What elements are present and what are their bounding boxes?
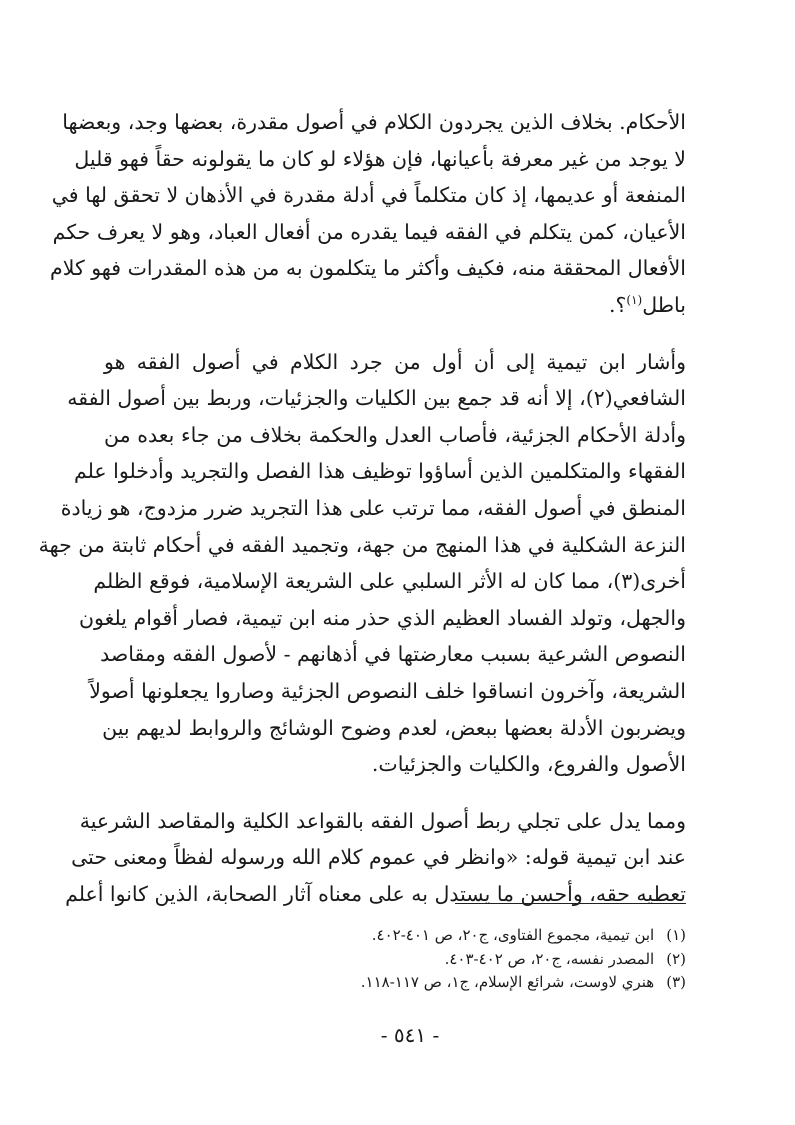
text-line: الفقهاء والمتكلمين الذين أساؤوا توظيف هذا الفصل والتجريد وأدخلوا علم	[74, 459, 686, 484]
text-line-last	[104, 287, 686, 324]
footnote-reference: (١)	[626, 293, 643, 308]
footnote-item	[300, 948, 686, 972]
text-line: الأعيان، كمن يتكلم في الفقه فيما يقدره من أفعال العباد، وهو لا يعرف حكم	[52, 219, 686, 244]
text-line: لا يوجد من غير معرفة بأعيانها، فإن هؤلاء لو كان ما يقولونه حقاً فهو قليل	[74, 146, 686, 171]
text-line: وأشار ابن تيمية إلى أن أول من جرد الكلام في أصول الفقه هو	[104, 349, 686, 374]
paragraph-1	[50, 104, 686, 324]
footnote-item	[300, 924, 686, 948]
text-line: ومما يدل على تجلي ربط أصول الفقه بالقواعد الكلية والمقاصد الشرعية	[79, 808, 686, 833]
text-line: الأحكام. بخلاف الذين يجردون الكلام في أصول مقدرة، بعضها وجد، وبعضها	[62, 110, 686, 134]
text-line: الأفعال المحققة منه، فكيف وأكثر ما يتكلمون به من هذه المقدرات فهو كلام	[50, 256, 686, 281]
text-line-last: الأصول والفروع، والكليات والجزئيات.	[371, 752, 686, 777]
text-line: المنفعة أو عديمها، إذ كان متكلماً في أدلة مقدرة في الأذهان لا تحقق لها في	[51, 183, 686, 208]
footnote-item	[300, 971, 686, 995]
text-line: النزعة الشكلية في هذا المنهج من جهة، وتجميد الفقه في أحكام ثابتة من جهة	[38, 532, 686, 557]
text-line: أخرى(٣)، مما كان له الأثر السلبي على الشريعة الإسلامية، فوقع الظلم	[93, 569, 686, 594]
footnote-number: (٢)	[666, 949, 686, 968]
text-line: تعطيه حقه، وأحسن ما يستدل به على معناه آثار الصحابة، الذين كانوا أعلم	[65, 881, 686, 906]
text-fragment: ؟.	[608, 292, 627, 317]
text-line: النصوص الشرعية بسبب معارضتها في أذهانهم - لأصول الفقه ومقاصد	[100, 642, 686, 667]
text-line: ويضربون الأدلة بعضها ببعض، لعدم وضوح الوشائج والروابط لديهم بين	[102, 715, 686, 740]
footnotes	[300, 924, 686, 995]
page-number: - ٥٤١ -	[380, 1023, 440, 1047]
paragraph-3	[65, 803, 686, 913]
body-text	[38, 104, 686, 912]
footnote-text: المصدر نفسه، ج٢٠، ص ٤٠٢-٤٠٣.	[444, 949, 655, 968]
text-line: والجهل، وتولد الفساد العظيم الذي حذر منه ابن تيمية، فصار أقوام يلغون	[78, 605, 686, 630]
text-line: الشريعة، وآخرون انساقوا خلف النصوص الجزئية وصاروا يجعلونها أصولاً	[89, 678, 686, 703]
footnote-number: (٣)	[666, 973, 686, 991]
text-line: وأدلة الأحكام الجزئية، فأصاب العدل والحكمة بخلاف من جاء بعده من	[104, 422, 686, 447]
text-line: المنطق في أصول الفقه، مما ترتب على هذا التجريد ضرر مزدوج، هو زيادة	[60, 495, 686, 520]
footnote-text: هنري لاوست، شرائع الإسلام، ج١، ص ١١٧-١١٨.	[360, 973, 655, 991]
text-fragment: باطل	[642, 292, 686, 317]
paragraph-2	[38, 344, 686, 783]
footnote-text: ابن تيمية، مجموع الفتاوى، ج٢٠، ص ٤٠١-٤٠٢.	[371, 926, 655, 944]
footnote-number: (١)	[666, 926, 686, 944]
text-line: الشافعي(٢)، إلا أنه قد جمع بين الكليات والجزئيات، وربط بين أصول الفقه	[67, 386, 686, 411]
footnote-separator	[455, 903, 686, 904]
text-line: عند ابن تيمية قوله: «وانظر في عموم كلام الله ورسوله لفظاً ومعنى حتى	[71, 845, 686, 870]
